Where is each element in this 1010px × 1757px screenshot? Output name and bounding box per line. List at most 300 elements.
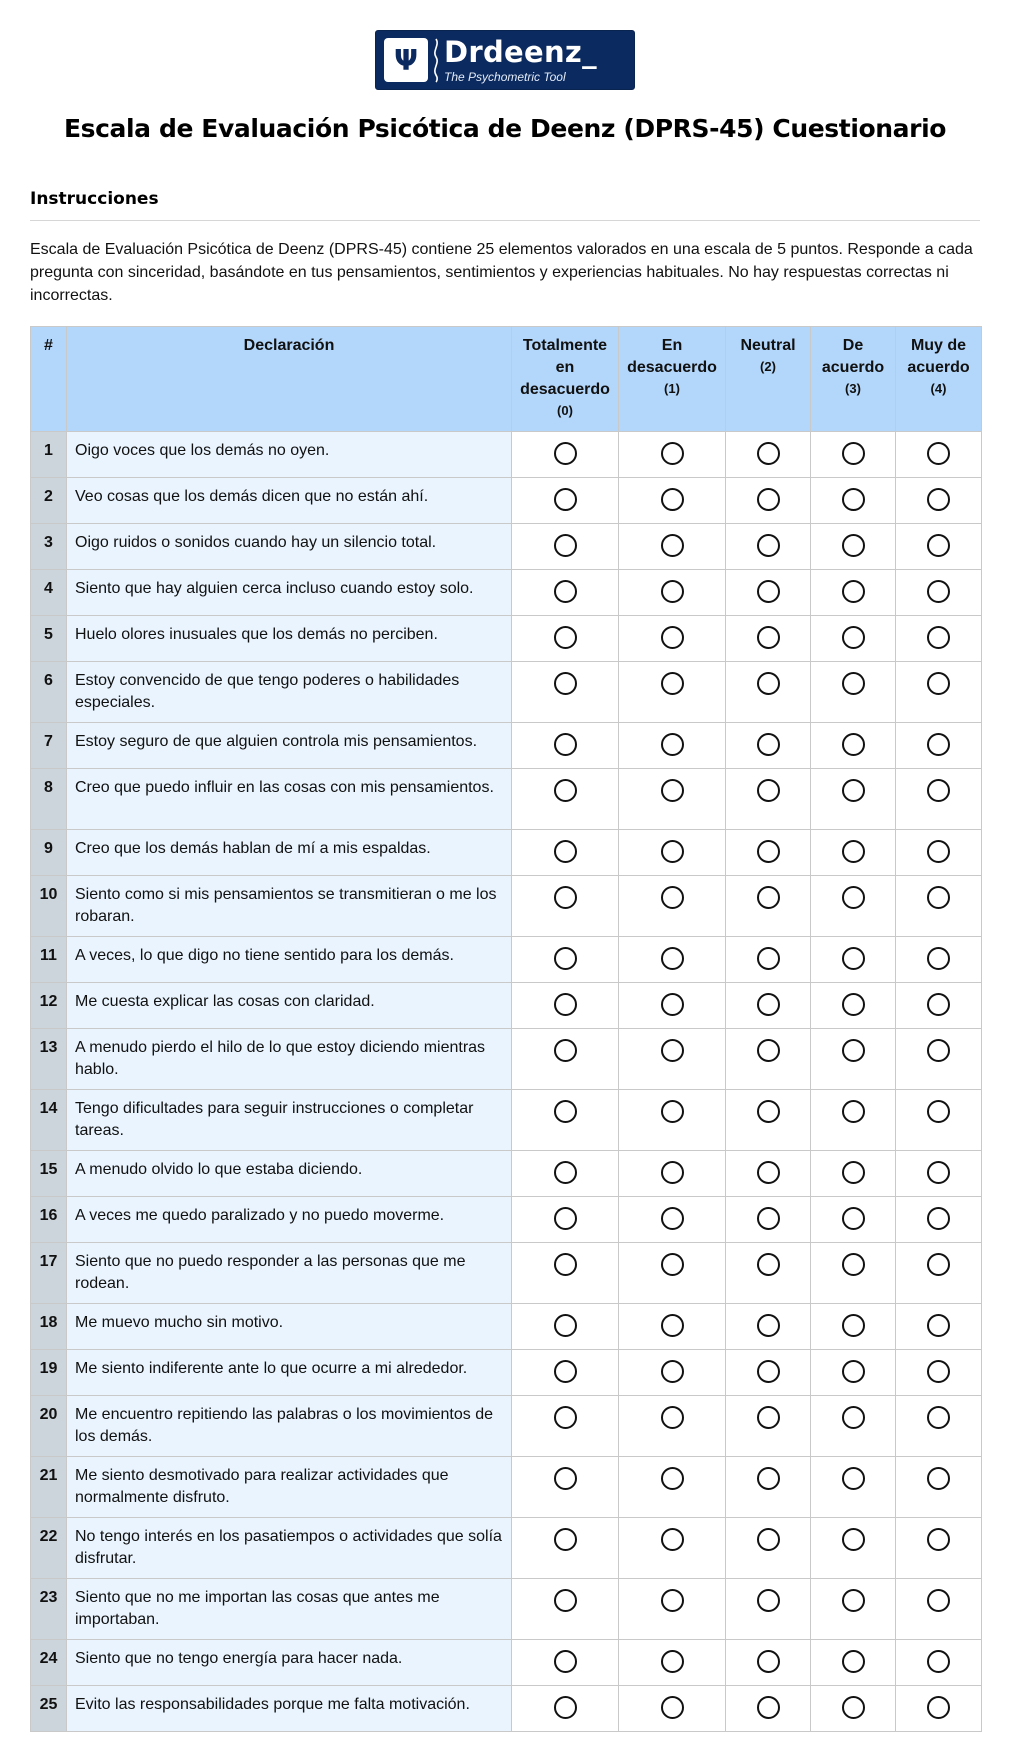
option-cell [619,723,726,769]
radio-circle-icon[interactable] [927,1039,950,1062]
table-row [31,1518,982,1579]
table-row [31,1457,982,1518]
option-cell [811,769,896,830]
radio-circle-icon[interactable] [554,1100,577,1123]
option-cell [512,570,619,616]
instructions-divider [30,220,980,221]
option-cell [811,1029,896,1090]
header-option-value: (0) [557,403,573,418]
radio-circle-icon[interactable] [757,1207,780,1230]
option-cell [896,1350,982,1396]
option-cell [619,524,726,570]
table-row [31,1197,982,1243]
radio-circle-icon[interactable] [757,1467,780,1490]
option-cell [896,1029,982,1090]
option-cell [896,1396,982,1457]
instructions-heading: Instrucciones [30,189,159,209]
instructions-text: Escala de Evaluación Psicótica de Deenz (DPRS-45) contiene 25 elementos valorados en una escala de 5 puntos. Responde a cada pregunta con sinceridad, basándote en tus pensamientos, sentimientos y experiencias habituales. No hay respuestas correctas ni incorrectas. [30,241,973,304]
header-option-value: (1) [664,381,680,396]
option-cell [512,769,619,830]
radio-circle-icon[interactable] [927,886,950,909]
header-option-value: (2) [760,359,776,374]
radio-circle-icon[interactable] [661,733,684,756]
option-cell [896,937,982,983]
option-cell [896,1518,982,1579]
item-number: 22 [31,1518,67,1579]
table-row [31,1686,982,1732]
option-cell [896,662,982,723]
radio-circle-icon[interactable] [842,1100,865,1123]
radio-circle-icon[interactable] [842,993,865,1016]
option-cell [811,1457,896,1518]
item-number: 20 [31,1396,67,1457]
option-cell [512,1579,619,1640]
radio-circle-icon[interactable] [927,626,950,649]
radio-circle-icon[interactable] [757,1528,780,1551]
radio-circle-icon[interactable] [757,580,780,603]
option-cell [619,769,726,830]
radio-circle-icon[interactable] [554,1039,577,1062]
item-number: 17 [31,1243,67,1304]
radio-circle-icon[interactable] [661,1528,684,1551]
option-cell [512,478,619,524]
radio-circle-icon[interactable] [757,779,780,802]
radio-circle-icon[interactable] [927,1650,950,1673]
item-statement: Oigo voces que los demás no oyen. [67,432,512,478]
item-number: 9 [31,830,67,876]
radio-circle-icon[interactable] [757,672,780,695]
option-cell [619,478,726,524]
option-cell [896,830,982,876]
table-row [31,937,982,983]
radio-circle-icon[interactable] [554,1406,577,1429]
option-cell [811,432,896,478]
radio-circle-icon[interactable] [661,947,684,970]
radio-circle-icon[interactable] [757,947,780,970]
radio-circle-icon[interactable] [842,1589,865,1612]
radio-circle-icon[interactable] [927,1696,950,1719]
table-row [31,1396,982,1457]
option-cell [726,1640,811,1686]
item-statement: A veces, lo que digo no tiene sentido para los demás. [67,937,512,983]
radio-circle-icon[interactable] [842,534,865,557]
option-cell [619,570,726,616]
radio-circle-icon[interactable] [661,1360,684,1383]
questionnaire-table [30,326,982,1732]
option-cell [726,1579,811,1640]
header-option-label: Totalmente en desacuerdo [520,337,610,398]
radio-circle-icon[interactable] [554,840,577,863]
item-number: 14 [31,1090,67,1151]
radio-circle-icon[interactable] [757,1406,780,1429]
radio-circle-icon[interactable] [757,442,780,465]
radio-circle-icon[interactable] [661,1650,684,1673]
item-number: 24 [31,1640,67,1686]
radio-circle-icon[interactable] [661,1253,684,1276]
radio-circle-icon[interactable] [757,993,780,1016]
option-cell [811,1243,896,1304]
option-cell [811,616,896,662]
radio-circle-icon[interactable] [842,1406,865,1429]
radio-circle-icon[interactable] [554,1650,577,1673]
item-number: 7 [31,723,67,769]
option-cell [811,524,896,570]
radio-circle-icon[interactable] [661,1314,684,1337]
item-number: 23 [31,1579,67,1640]
radio-circle-icon[interactable] [842,1314,865,1337]
radio-circle-icon[interactable] [842,1039,865,1062]
option-cell [726,1686,811,1732]
item-statement: Me muevo mucho sin motivo. [67,1304,512,1350]
option-cell [811,1151,896,1197]
option-cell [811,478,896,524]
radio-circle-icon[interactable] [661,1100,684,1123]
radio-circle-icon[interactable] [661,1589,684,1612]
option-cell [619,1457,726,1518]
option-cell [896,723,982,769]
option-cell [512,1350,619,1396]
radio-circle-icon[interactable] [757,1696,780,1719]
option-cell [619,1243,726,1304]
option-cell [512,1396,619,1457]
item-statement: A menudo olvido lo que estaba diciendo. [67,1151,512,1197]
header-option-label: Muy de acuerdo [907,337,970,376]
radio-circle-icon[interactable] [842,488,865,511]
radio-circle-icon[interactable] [757,1161,780,1184]
radio-circle-icon[interactable] [554,1589,577,1612]
header-option-4 [896,327,982,432]
radio-circle-icon[interactable] [554,488,577,511]
radio-circle-icon[interactable] [661,534,684,557]
radio-circle-icon[interactable] [554,779,577,802]
radio-circle-icon[interactable] [757,488,780,511]
item-statement: Siento que hay alguien cerca incluso cuando estoy solo. [67,570,512,616]
option-cell [896,524,982,570]
option-cell [726,1243,811,1304]
radio-circle-icon[interactable] [757,626,780,649]
option-cell [811,937,896,983]
item-statement: Me siento desmotivado para realizar actividades que normalmente disfruto. [67,1457,512,1518]
option-cell [619,1151,726,1197]
option-cell [896,1090,982,1151]
option-cell [726,1457,811,1518]
option-cell [811,1350,896,1396]
radio-circle-icon[interactable] [757,1650,780,1673]
option-cell [619,1579,726,1640]
item-number: 10 [31,876,67,937]
radio-circle-icon[interactable] [927,947,950,970]
brand-text [444,34,597,84]
item-statement: Siento que no tengo energía para hacer nada. [67,1640,512,1686]
radio-circle-icon[interactable] [554,1207,577,1230]
radio-circle-icon[interactable] [661,442,684,465]
radio-circle-icon[interactable] [842,947,865,970]
radio-circle-icon[interactable] [927,580,950,603]
table-row [31,1640,982,1686]
radio-circle-icon[interactable] [927,1253,950,1276]
radio-circle-icon[interactable] [554,733,577,756]
table-row [31,830,982,876]
option-cell [726,1350,811,1396]
item-number: 13 [31,1029,67,1090]
radio-circle-icon[interactable] [661,779,684,802]
radio-circle-icon[interactable] [757,534,780,557]
radio-circle-icon[interactable] [757,1253,780,1276]
item-statement: Tengo dificultades para seguir instrucciones o completar tareas. [67,1090,512,1151]
option-cell [512,1686,619,1732]
option-cell [619,662,726,723]
radio-circle-icon[interactable] [927,993,950,1016]
radio-circle-icon[interactable] [554,1696,577,1719]
option-cell [512,662,619,723]
option-cell [726,570,811,616]
brand-name: Drdeenz_ [444,34,597,69]
radio-circle-icon[interactable] [661,580,684,603]
psi-icon: Ψ [384,38,428,82]
option-cell [726,769,811,830]
radio-circle-icon[interactable] [554,1360,577,1383]
option-cell [896,1686,982,1732]
radio-circle-icon[interactable] [842,1207,865,1230]
table-header-row [31,327,982,432]
option-cell [811,723,896,769]
option-cell [619,1640,726,1686]
header-option-3 [811,327,896,432]
item-statement: Oigo ruidos o sonidos cuando hay un silencio total. [67,524,512,570]
radio-circle-icon[interactable] [927,1100,950,1123]
option-cell [512,723,619,769]
table-row [31,1304,982,1350]
radio-circle-icon[interactable] [842,1467,865,1490]
item-statement: Siento que no me importan las cosas que antes me importaban. [67,1579,512,1640]
option-cell [811,830,896,876]
radio-circle-icon[interactable] [554,947,577,970]
item-number: 25 [31,1686,67,1732]
item-number: 4 [31,570,67,616]
option-cell [896,1640,982,1686]
option-cell [726,432,811,478]
option-cell [896,570,982,616]
option-cell [726,1304,811,1350]
radio-circle-icon[interactable] [842,1696,865,1719]
item-number: 15 [31,1151,67,1197]
radio-circle-icon[interactable] [661,1696,684,1719]
radio-circle-icon[interactable] [661,1207,684,1230]
radio-circle-icon[interactable] [927,488,950,511]
header-option-label: Neutral [740,337,796,354]
item-statement: Veo cosas que los demás dicen que no están ahí. [67,478,512,524]
option-cell [896,1457,982,1518]
radio-circle-icon[interactable] [554,1314,577,1337]
table-row [31,1243,982,1304]
option-cell [512,1457,619,1518]
option-cell [512,1304,619,1350]
radio-circle-icon[interactable] [554,626,577,649]
option-cell [896,1579,982,1640]
table-row [31,1029,982,1090]
radio-circle-icon[interactable] [661,1467,684,1490]
radio-circle-icon[interactable] [842,733,865,756]
header-option-0 [512,327,619,432]
option-cell [619,1396,726,1457]
radio-circle-icon[interactable] [842,672,865,695]
radio-circle-icon[interactable] [757,1039,780,1062]
option-cell [896,983,982,1029]
radio-circle-icon[interactable] [842,1650,865,1673]
table-row [31,616,982,662]
option-cell [726,983,811,1029]
radio-circle-icon[interactable] [927,534,950,557]
radio-circle-icon[interactable] [757,1589,780,1612]
radio-circle-icon[interactable] [554,580,577,603]
radio-circle-icon[interactable] [661,1406,684,1429]
item-number: 18 [31,1304,67,1350]
radio-circle-icon[interactable] [661,1039,684,1062]
radio-circle-icon[interactable] [927,1406,950,1429]
option-cell [619,1090,726,1151]
header-statement: Declaración [67,327,512,432]
radio-circle-icon[interactable] [842,580,865,603]
option-cell [896,1243,982,1304]
option-cell [811,1090,896,1151]
radio-circle-icon[interactable] [927,779,950,802]
header-option-label: De acuerdo [821,337,885,376]
radio-circle-icon[interactable] [927,840,950,863]
option-cell [619,1029,726,1090]
option-cell [619,876,726,937]
radio-circle-icon[interactable] [661,886,684,909]
option-cell [896,432,982,478]
radio-circle-icon[interactable] [554,1253,577,1276]
radio-circle-icon[interactable] [927,1161,950,1184]
radio-circle-icon[interactable] [842,442,865,465]
radio-circle-icon[interactable] [757,886,780,909]
radio-circle-icon[interactable] [927,672,950,695]
option-cell [896,616,982,662]
option-cell [896,1197,982,1243]
option-cell [726,723,811,769]
option-cell [512,1029,619,1090]
radio-circle-icon[interactable] [661,672,684,695]
option-cell [619,1304,726,1350]
radio-circle-icon[interactable] [661,840,684,863]
option-cell [619,983,726,1029]
table-row [31,524,982,570]
radio-circle-icon[interactable] [554,886,577,909]
radio-circle-icon[interactable] [842,1528,865,1551]
item-number: 19 [31,1350,67,1396]
header-option-value: (4) [930,381,947,396]
page-title: Escala de Evaluación Psicótica de Deenz (DPRS-45) Cuestionario [63,114,947,143]
item-statement: Estoy seguro de que alguien controla mis pensamientos. [67,723,512,769]
radio-circle-icon[interactable] [842,626,865,649]
item-statement: Me encuentro repitiendo las palabras o los movimientos de los demás. [67,1396,512,1457]
radio-circle-icon[interactable] [757,1360,780,1383]
item-number: 16 [31,1197,67,1243]
header-option-label: En desacuerdo [627,337,717,376]
radio-circle-icon[interactable] [842,886,865,909]
radio-circle-icon[interactable] [661,626,684,649]
item-statement: No tengo interés en los pasatiempos o actividades que solía disfrutar. [67,1518,512,1579]
option-cell [811,1396,896,1457]
option-cell [512,1640,619,1686]
item-statement: A menudo pierdo el hilo de lo que estoy diciendo mientras hablo. [67,1029,512,1090]
option-cell [811,570,896,616]
radio-circle-icon[interactable] [554,534,577,557]
radio-circle-icon[interactable] [661,993,684,1016]
option-cell [726,616,811,662]
option-cell [619,1686,726,1732]
radio-circle-icon[interactable] [661,488,684,511]
item-number: 21 [31,1457,67,1518]
radio-circle-icon[interactable] [842,1360,865,1383]
header-option-value: (3) [845,381,861,396]
option-cell [811,1686,896,1732]
radio-circle-icon[interactable] [927,1467,950,1490]
item-number: 11 [31,937,67,983]
table-row [31,662,982,723]
option-cell [619,830,726,876]
radio-circle-icon[interactable] [927,1314,950,1337]
radio-circle-icon[interactable] [927,733,950,756]
table-row [31,769,982,830]
radio-circle-icon[interactable] [842,1253,865,1276]
radio-circle-icon[interactable] [757,1314,780,1337]
radio-circle-icon[interactable] [842,1161,865,1184]
option-cell [896,1304,982,1350]
option-cell [512,937,619,983]
option-cell [811,1197,896,1243]
table-row [31,570,982,616]
option-cell [726,830,811,876]
radio-circle-icon[interactable] [554,1467,577,1490]
item-number: 2 [31,478,67,524]
radio-circle-icon[interactable] [757,1100,780,1123]
option-cell [726,524,811,570]
radio-circle-icon[interactable] [554,1528,577,1551]
radio-circle-icon[interactable] [757,733,780,756]
option-cell [512,524,619,570]
option-cell [619,616,726,662]
table-row [31,1090,982,1151]
radio-circle-icon[interactable] [554,1161,577,1184]
radio-circle-icon[interactable] [927,1528,950,1551]
radio-circle-icon[interactable] [554,672,577,695]
radio-circle-icon[interactable] [757,840,780,863]
radio-circle-icon[interactable] [554,993,577,1016]
radio-circle-icon[interactable] [554,442,577,465]
table-row [31,1350,982,1396]
item-number: 8 [31,769,67,830]
radio-circle-icon[interactable] [661,1161,684,1184]
item-statement: Estoy convencido de que tengo poderes o habilidades especiales. [67,662,512,723]
radio-circle-icon[interactable] [842,840,865,863]
item-statement: Evito las responsabilidades porque me falta motivación. [67,1686,512,1732]
radio-circle-icon[interactable] [842,779,865,802]
option-cell [512,1151,619,1197]
option-cell [619,432,726,478]
radio-circle-icon[interactable] [927,1207,950,1230]
option-cell [726,1151,811,1197]
radio-circle-icon[interactable] [927,1360,950,1383]
item-statement: Creo que los demás hablan de mí a mis espaldas. [67,830,512,876]
radio-circle-icon[interactable] [927,442,950,465]
option-cell [512,876,619,937]
option-cell [726,876,811,937]
table-row [31,478,982,524]
option-cell [726,1396,811,1457]
radio-circle-icon[interactable] [927,1589,950,1612]
